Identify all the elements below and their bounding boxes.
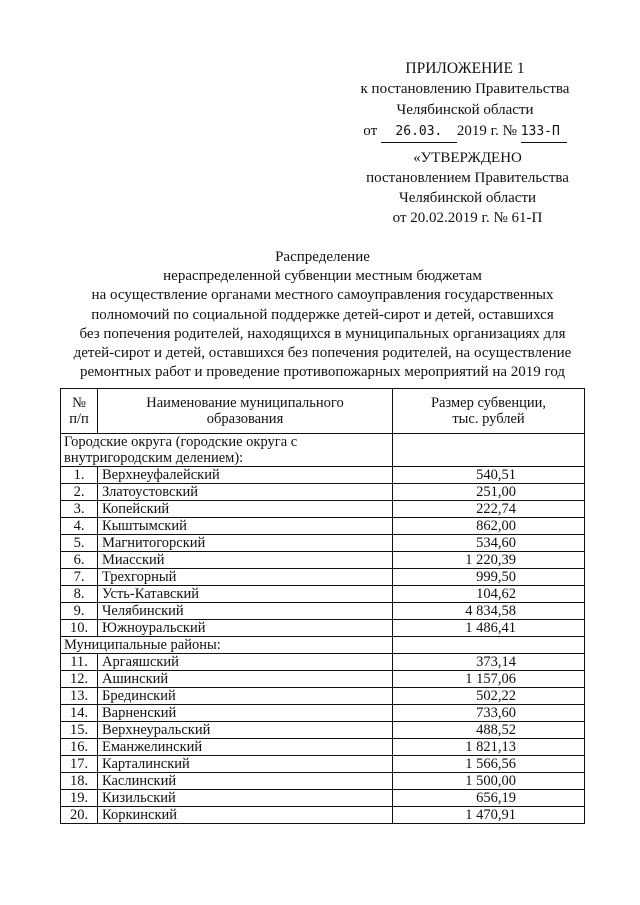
row-number: 16.	[61, 739, 98, 756]
table-row	[61, 705, 585, 722]
header-num-line: п/п	[69, 411, 89, 427]
row-name: Коркинский	[98, 807, 393, 824]
row-name: Трехгорный	[98, 569, 393, 586]
row-name: Кизильский	[98, 790, 393, 807]
appendix-line-2: Челябинской области	[396, 102, 534, 118]
group-label-cell: Муниципальные районы:	[61, 637, 393, 654]
row-name: Челябинский	[98, 603, 393, 620]
row-number: 13.	[61, 688, 98, 705]
row-value: 733,60	[393, 705, 585, 722]
row-number: 12.	[61, 671, 98, 688]
row-value: 1 566,56	[393, 756, 585, 773]
header-value-line: Размер субвенции,	[430, 395, 547, 411]
row-value: 540,51	[393, 467, 585, 484]
row-number: 15.	[61, 722, 98, 739]
row-number: 5.	[61, 535, 98, 552]
row-number: 20.	[61, 807, 98, 824]
row-name: Миасский	[98, 552, 393, 569]
table-row	[61, 569, 585, 586]
row-number: 19.	[61, 790, 98, 807]
row-number: 14.	[61, 705, 98, 722]
row-name: Каслинский	[98, 773, 393, 790]
header-value-cell	[393, 389, 585, 434]
row-number: 18.	[61, 773, 98, 790]
document-title	[60, 248, 585, 382]
row-number: 8.	[61, 586, 98, 603]
table-row	[61, 603, 585, 620]
group-label-line: Городские округа (городские округа с	[64, 434, 298, 450]
row-value: 999,50	[393, 569, 585, 586]
title-line: ремонтных работ и проведение противопожарных мероприятий на 2019 год	[79, 364, 566, 381]
appendix-title: ПРИЛОЖЕНИЕ 1	[405, 60, 525, 77]
approved-line-4: от 20.02.2019 г. № 61-П	[392, 210, 543, 226]
header-num-line: №	[72, 395, 86, 411]
row-name: Еманжелинский	[98, 739, 393, 756]
group-label-cell	[61, 434, 393, 467]
row-value: 1 500,00	[393, 773, 585, 790]
row-value: 1 470,91	[393, 807, 585, 824]
year-text: 2019 г. №	[456, 123, 517, 139]
title-line: на осуществление органами местного самоуправления государственных	[91, 287, 554, 304]
appendix-block	[350, 58, 580, 143]
date-prefix: от	[363, 123, 378, 139]
table-row	[61, 773, 585, 790]
row-number: 2.	[61, 484, 98, 501]
table-row	[61, 501, 585, 518]
row-name: Брединский	[98, 688, 393, 705]
header-num-cell	[61, 389, 98, 434]
title-line: детей-сирот и детей, оставшихся без попечения родителей, на осуществление	[73, 345, 572, 362]
row-name: Усть-Катавский	[98, 586, 393, 603]
appendix-line-1: к постановлению Правительства	[360, 81, 570, 97]
row-value: 222,74	[393, 501, 585, 518]
approved-line-1: «УТВЕРЖДЕНО	[413, 150, 522, 166]
row-number: 4.	[61, 518, 98, 535]
table-row	[61, 552, 585, 569]
table-row	[61, 807, 585, 824]
group-empty-cell	[393, 637, 585, 654]
row-name: Копейский	[98, 501, 393, 518]
title-line: Распределение	[275, 249, 370, 265]
appendix-date-line	[350, 121, 580, 143]
table-row	[61, 654, 585, 671]
table-row	[61, 535, 585, 552]
header-name-line: образования	[206, 411, 284, 427]
row-name: Ашинский	[98, 671, 393, 688]
row-value: 1 220,39	[393, 552, 585, 569]
row-name: Варненский	[98, 705, 393, 722]
row-number: 1.	[61, 467, 98, 484]
table-row	[61, 484, 585, 501]
table-header-row	[61, 389, 585, 434]
header-name-cell	[98, 389, 393, 434]
handwritten-date: 26.03.	[381, 121, 457, 143]
row-value: 488,52	[393, 722, 585, 739]
row-number: 6.	[61, 552, 98, 569]
table-row	[61, 671, 585, 688]
table-row	[61, 790, 585, 807]
row-number: 7.	[61, 569, 98, 586]
table-row	[61, 739, 585, 756]
row-name: Магнитогорский	[98, 535, 393, 552]
row-name: Аргаяшский	[98, 654, 393, 671]
table-row	[61, 620, 585, 637]
row-value: 1 157,06	[393, 671, 585, 688]
row-value: 1 821,13	[393, 739, 585, 756]
row-number: 3.	[61, 501, 98, 518]
row-value: 251,00	[393, 484, 585, 501]
row-value: 1 486,41	[393, 620, 585, 637]
row-value: 104,62	[393, 586, 585, 603]
table-row	[61, 756, 585, 773]
row-number: 17.	[61, 756, 98, 773]
group-row-city-districts	[61, 434, 585, 467]
table-row	[61, 467, 585, 484]
title-line: без попечения родителей, находящихся в муниципальных организациях для	[79, 325, 566, 342]
row-name: Карталинский	[98, 756, 393, 773]
group-row-municipal-districts	[61, 637, 585, 654]
row-name: Верхнеуральский	[98, 722, 393, 739]
row-value: 4 834,58	[393, 603, 585, 620]
row-name: Южноуральский	[98, 620, 393, 637]
approved-line-3: Челябинской области	[398, 190, 537, 206]
approved-block	[355, 148, 580, 228]
title-line: нераспределенной субвенции местным бюджетам	[163, 268, 482, 285]
approved-line-2: постановлением Правительства	[366, 170, 569, 186]
handwritten-number: 133-П	[521, 121, 567, 143]
row-name: Верхнеуфалейский	[98, 467, 393, 484]
table-row	[61, 722, 585, 739]
table-row	[61, 586, 585, 603]
header-name-line: Наименование муниципального	[146, 395, 344, 411]
subvention-table	[60, 388, 585, 824]
row-name: Кыштымский	[98, 518, 393, 535]
row-number: 10.	[61, 620, 98, 637]
row-value: 373,14	[393, 654, 585, 671]
group-label-line: внутригородским делением):	[64, 450, 244, 466]
row-value: 656,19	[393, 790, 585, 807]
row-name: Златоустовский	[98, 484, 393, 501]
row-value: 534,60	[393, 535, 585, 552]
row-number: 11.	[61, 654, 98, 671]
group-empty-cell	[393, 434, 585, 467]
header-value-line: тыс. рублей	[452, 411, 525, 427]
row-value: 502,22	[393, 688, 585, 705]
table-row	[61, 688, 585, 705]
row-number: 9.	[61, 603, 98, 620]
row-value: 862,00	[393, 518, 585, 535]
table-row	[61, 518, 585, 535]
title-line: полномочий по социальной поддержке детей-сирот и детей, оставшихся	[91, 306, 554, 323]
